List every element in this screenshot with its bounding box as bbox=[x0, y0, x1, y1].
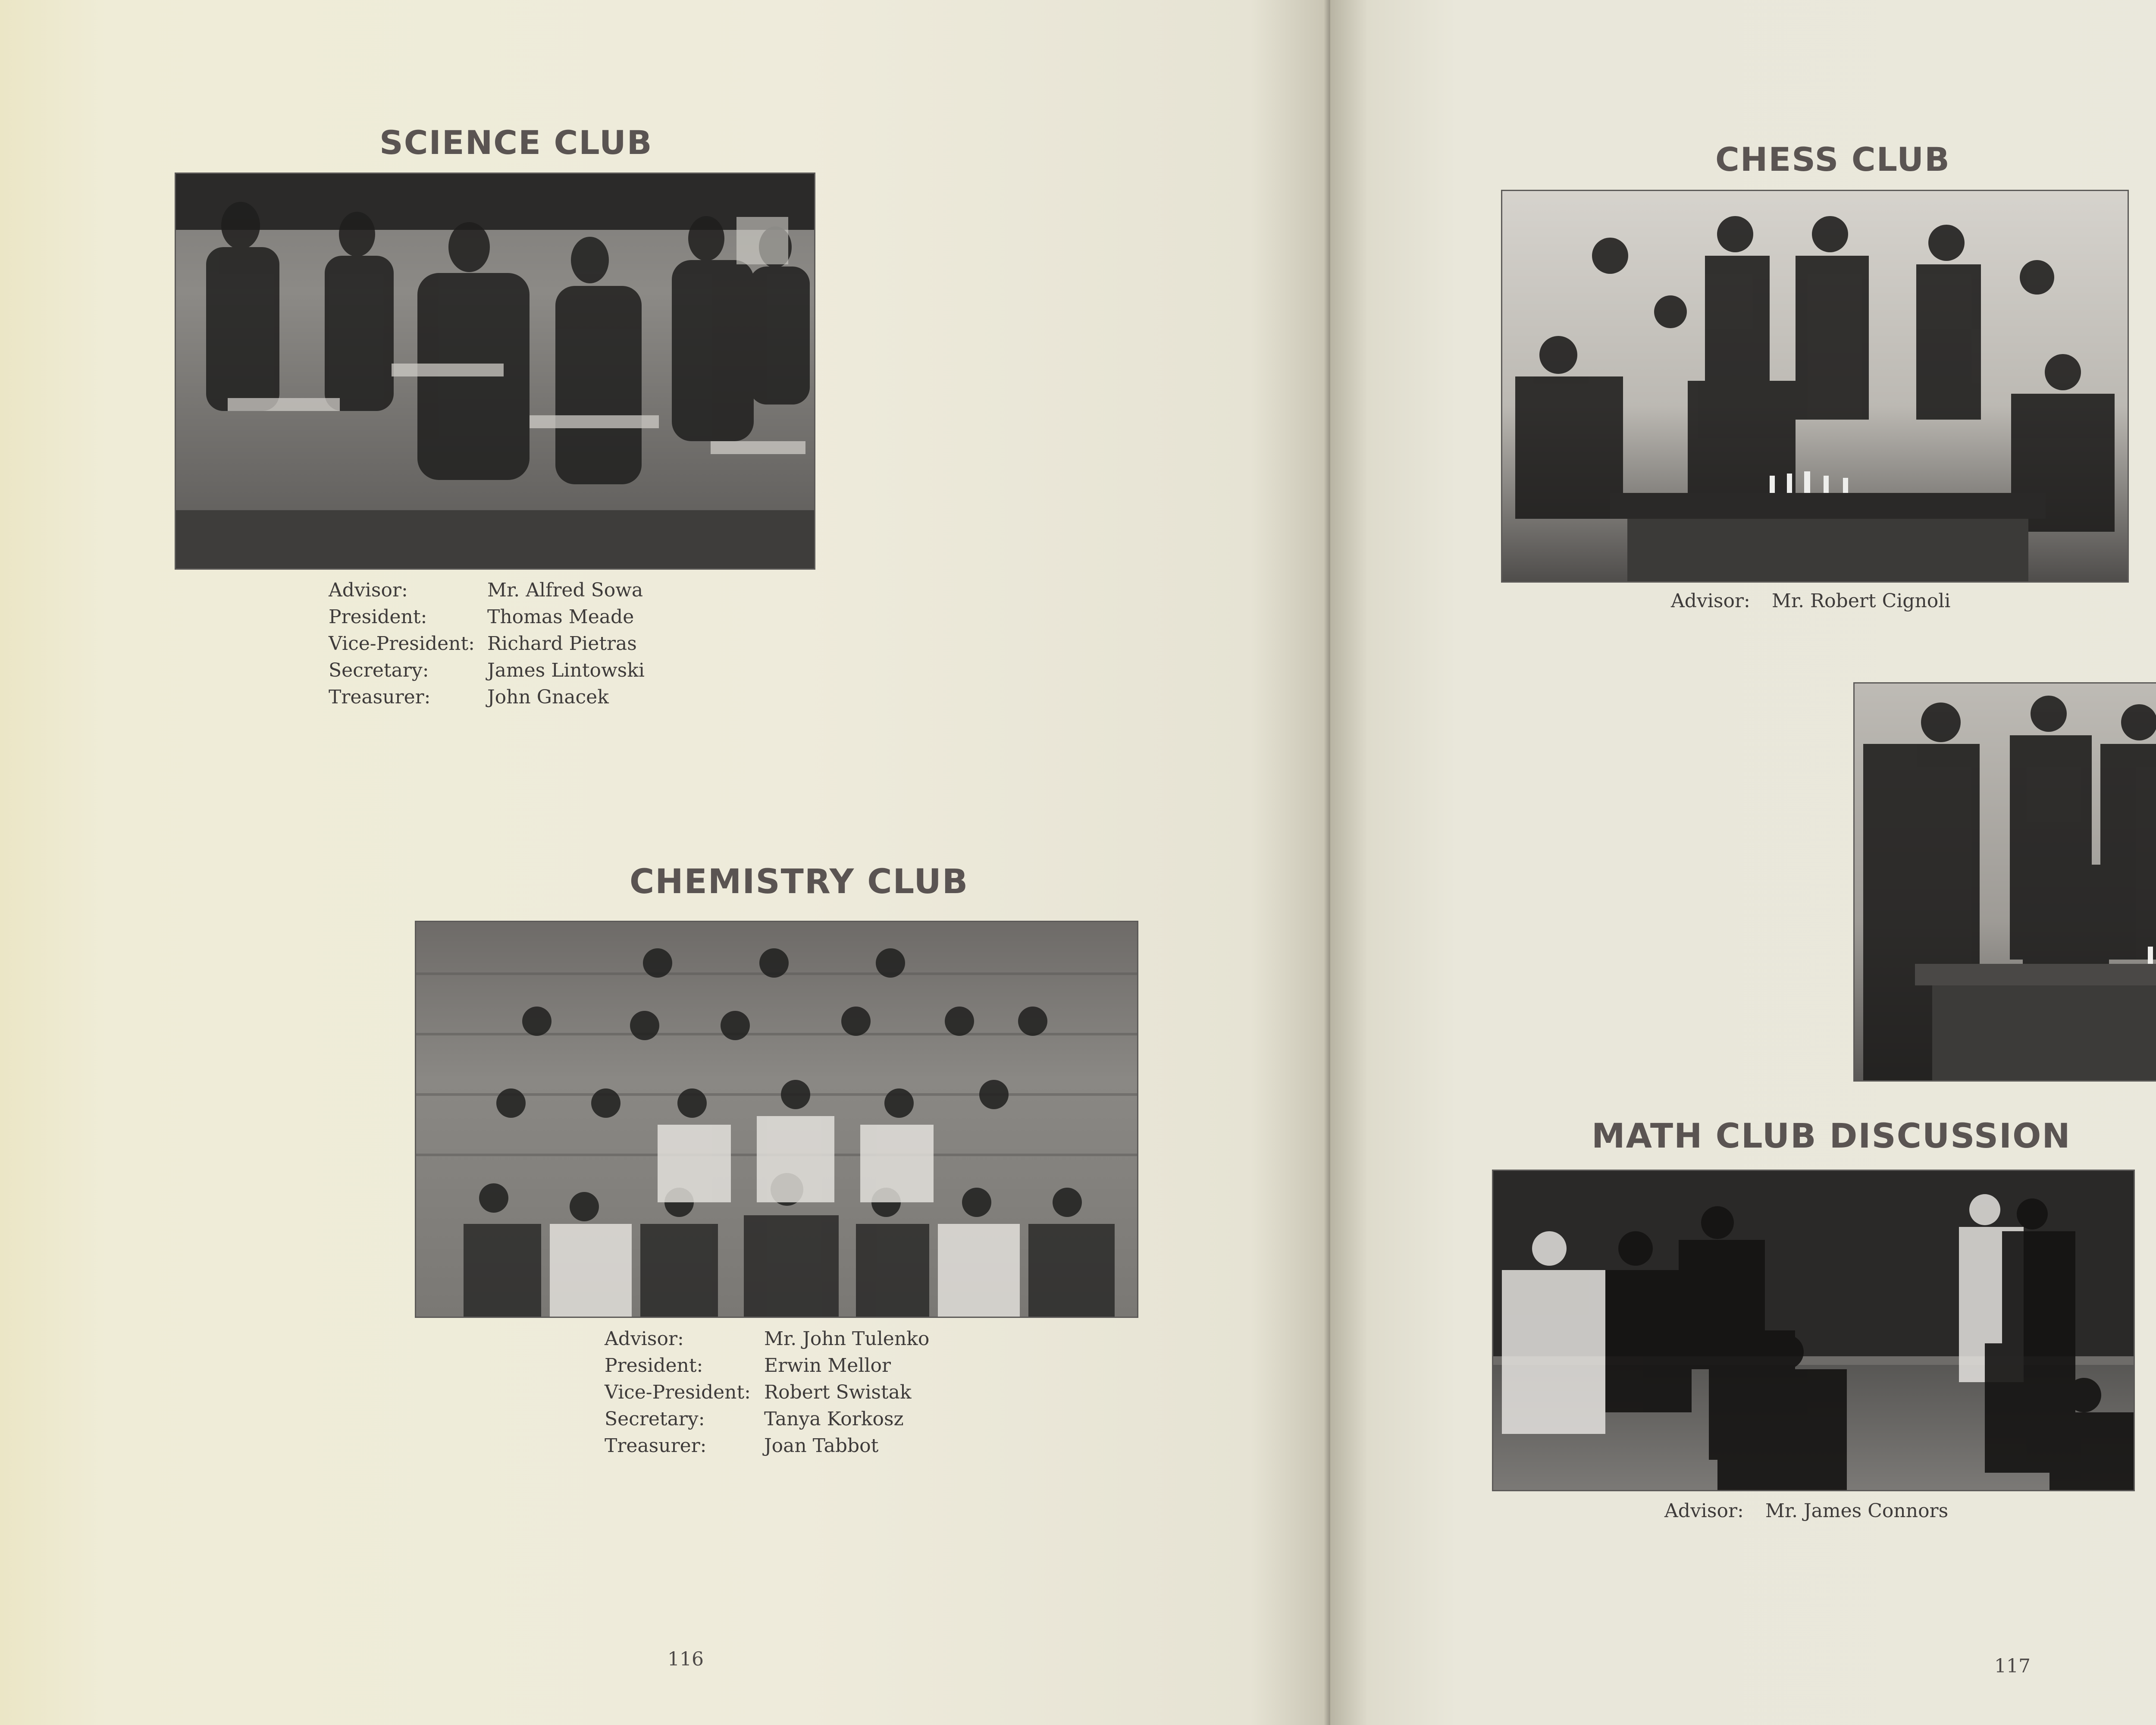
chemistry-club-title: CHEMISTRY CLUB bbox=[630, 862, 969, 901]
officer-role: Advisor: bbox=[329, 579, 408, 601]
officer-name: Robert Swistak bbox=[764, 1381, 912, 1403]
math-club-photo bbox=[1492, 1170, 2135, 1491]
officer-row-secretary bbox=[329, 657, 645, 684]
chess-game-photo bbox=[1853, 682, 2156, 1082]
officer-row-treasurer bbox=[605, 1433, 929, 1459]
officer-row-vice-president bbox=[329, 630, 645, 657]
officer-name: Mr. Alfred Sowa bbox=[487, 579, 643, 601]
officer-row-president bbox=[605, 1352, 929, 1379]
chess-club-photo bbox=[1501, 190, 2129, 583]
officer-name: James Lintowski bbox=[487, 659, 645, 681]
officer-name: Joan Tabbot bbox=[764, 1435, 879, 1457]
chess-club-advisor bbox=[1671, 590, 1950, 612]
science-club-photo-scene bbox=[176, 174, 814, 568]
officer-role: Secretary: bbox=[329, 659, 429, 681]
officer-role: Treasurer: bbox=[605, 1435, 707, 1457]
officer-role: Vice-President: bbox=[605, 1381, 751, 1403]
chess-game-photo-scene bbox=[1855, 684, 2156, 1080]
officer-role: Vice-President: bbox=[329, 633, 475, 655]
advisor-role: Advisor: bbox=[1671, 590, 1750, 612]
officer-row-secretary bbox=[605, 1406, 929, 1433]
math-club-title: MATH CLUB DISCUSSION bbox=[1592, 1117, 2071, 1156]
officer-row-advisor bbox=[329, 577, 645, 604]
officer-role: Treasurer: bbox=[329, 686, 431, 708]
science-club-title: SCIENCE CLUB bbox=[379, 123, 653, 162]
officer-name: Mr. John Tulenko bbox=[764, 1328, 930, 1350]
chemistry-club-photo-scene bbox=[416, 922, 1137, 1317]
chemistry-club-officers bbox=[605, 1326, 929, 1459]
advisor-name: Mr. Robert Cignoli bbox=[1771, 590, 1951, 612]
officer-name: Tanya Korkosz bbox=[764, 1408, 904, 1430]
page-number-left: 116 bbox=[667, 1648, 704, 1670]
officer-name: Richard Pietras bbox=[487, 633, 637, 655]
chess-club-photo-scene bbox=[1502, 191, 2128, 581]
officer-name: Thomas Meade bbox=[487, 606, 634, 628]
officer-row-treasurer bbox=[329, 684, 645, 711]
science-club-photo bbox=[175, 172, 815, 570]
officer-name: Erwin Mellor bbox=[764, 1355, 891, 1377]
officer-role: President: bbox=[605, 1355, 703, 1377]
chemistry-club-photo bbox=[415, 921, 1138, 1318]
officer-role: Secretary: bbox=[605, 1408, 705, 1430]
right-page bbox=[1330, 0, 2156, 1725]
chess-club-title: CHESS CLUB bbox=[1715, 140, 1950, 179]
advisor-name: Mr. James Connors bbox=[1765, 1500, 1949, 1522]
officer-role: Advisor: bbox=[605, 1328, 684, 1350]
math-club-photo-scene bbox=[1493, 1171, 2134, 1490]
science-club-officers bbox=[329, 577, 645, 711]
officer-row-president bbox=[329, 604, 645, 630]
math-club-advisor bbox=[1664, 1500, 1948, 1522]
page-number-right: 117 bbox=[1994, 1655, 2031, 1677]
officer-role: President: bbox=[329, 606, 427, 628]
officer-row-advisor bbox=[605, 1326, 929, 1352]
officer-row-vice-president bbox=[605, 1379, 929, 1406]
advisor-role: Advisor: bbox=[1664, 1500, 1744, 1522]
officer-name: John Gnacek bbox=[487, 686, 609, 708]
